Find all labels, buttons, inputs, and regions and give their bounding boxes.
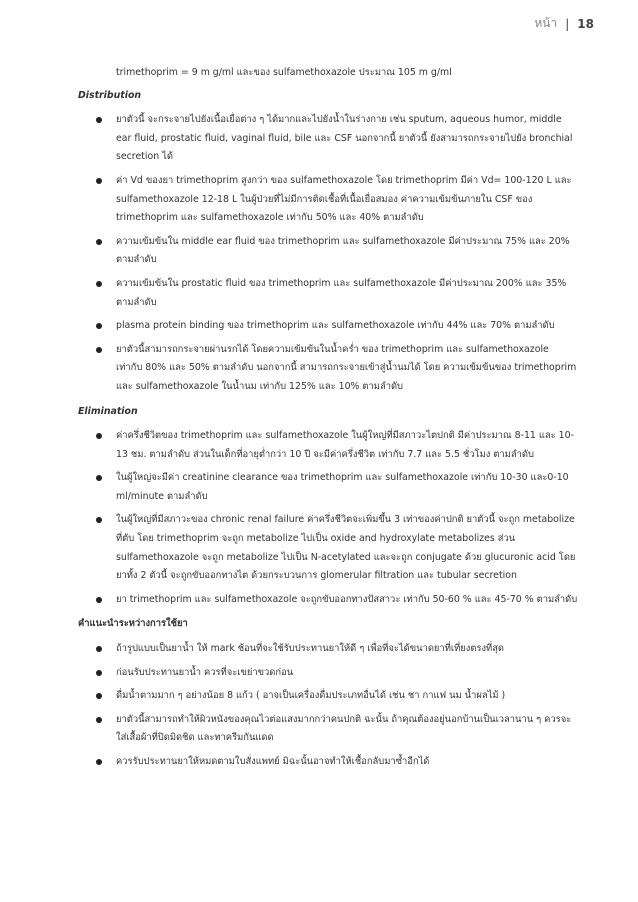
- list-item-text: ในผู้ใหญ่จะมีค่า creatinine clearance ของ trimethoprim และ sulfamethoxazole เท่ากับ 10-30 และ0-10 ml/minute ตามลำดับ: [116, 472, 569, 502]
- distribution-heading: Distribution: [78, 89, 142, 101]
- list-item: [78, 275, 578, 312]
- list-item: [78, 427, 578, 464]
- list-item-text: ในผู้ใหญ่ที่มีสภาวะของ chronic renal failure ค่าครึ่งชีวิตจะเพิ่มขึ้น 3 เท่าของค่าปกติ ยาตัวนี้ จะถูก metabolize ที่ตับ โดย trimethoprim จะถูก metabolize ไปเป็น oxide and hydroxylate metabolizes ส่วน sulfamethoxazole จะถูก metabolize ไปเป็น N-acetylated และจะถูก conjugate ด้วย glucuronic acid โดยยาทั้ง 2 ตัวนี้ จะถูกขับออกทางไต ด้วยกระบวนการ glomerular filtration และ tubular secretion: [116, 514, 576, 582]
- bullet-icon: [96, 670, 102, 676]
- list-item: [78, 172, 578, 228]
- page-label: หน้า: [534, 16, 558, 30]
- bullet-icon: [96, 693, 102, 699]
- list-item-text: ยาตัวนี้ จะกระจายไปยังเนื้อเยื่อต่าง ๆ ได้มากและไปยังน้ำในร่างกาย เช่น sputum, aqueous humor, middle ear fluid, prostatic fluid, vaginal fluid, bile และ CSF นอกจากนี้ ยาตัวนี้ ยังสามารถกระจายไปยัง bronchial secretion ได้: [116, 114, 573, 163]
- list-item-text: plasma protein binding ของ trimethoprim และ sulfamethoxazole เท่ากับ 44% และ 70% ตามลำดับ: [116, 320, 555, 332]
- list-item: [78, 640, 578, 659]
- list-item: [78, 753, 578, 772]
- list-item: [78, 511, 578, 585]
- list-item-text: ค่าครึ่งชีวิตของ trimethoprim และ sulfamethoxazole ในผู้ใหญ่ที่มีสภาวะไตปกติ มีค่าประมาณ 8-11 และ 10-13 ชม. ตามลำดับ ส่วนในเด็กที่อายุต่ำกว่า 10 ปี จะมีค่าครึ่งชีวิต เท่ากับ 7.7 และ 5.5 ชั่วโมง ตามลำดับ: [116, 430, 574, 460]
- bullet-icon: [96, 517, 102, 523]
- bullet-icon: [96, 323, 102, 329]
- list-item: [78, 317, 578, 336]
- list-item-text: ความเข้มข้นใน prostatic fluid ของ trimethoprim และ sulfamethoxazole มีค่าประมาณ 200% และ 35% ตามลำดับ: [116, 277, 567, 308]
- list-item-text: ก่อนรับประทานยาน้ำ ควรที่จะเขย่าขวดก่อน: [116, 666, 294, 678]
- page-number: 18: [577, 16, 594, 31]
- list-item-text: ยาตัวนี้สามารถทำให้ผิวหนังของคุณไวต่อแสงมากกว่าคนปกติ ฉะนั้น ถ้าคุณต้องอยู่นอกบ้านเป็นเวลานาน ๆ ควรจะใส่เสื้อผ้าที่ปิดมิดชิด และทาครีมกันแดด: [116, 713, 572, 744]
- list-item: [78, 233, 578, 270]
- bullet-icon: [96, 759, 102, 765]
- advice-heading: คำแนะนำระหว่างการใช้ยา: [78, 618, 188, 630]
- header-separator: |: [565, 16, 570, 31]
- list-item: [78, 469, 578, 506]
- list-item: [78, 687, 578, 706]
- advice-list: [78, 640, 578, 772]
- bullet-icon: [96, 433, 102, 439]
- list-item-text: ความเข้มข้นใน middle ear fluid ของ trimethoprim และ sulfamethoxazole มีค่าประมาณ 75% และ 20% ตามลำดับ: [116, 235, 570, 266]
- page-header: [534, 14, 594, 33]
- formula-line: trimethoprim = 9 m g/ml และของ sulfamethoxazole ประมาณ 105 m g/ml: [116, 67, 452, 78]
- list-item: [78, 341, 578, 397]
- elimination-list: [78, 427, 578, 609]
- bullet-icon: [96, 178, 102, 184]
- list-item-text: ถ้ารูปแบบเป็นยาน้ำ ให้ mark ช้อนที่จะใช้รับประทานยาให้ดี ๆ เพื่อที่จะได้ขนาดยาที่เที่ยงตรงที่สุด: [116, 643, 505, 655]
- list-item: [78, 591, 578, 610]
- list-item-text: ยา trimethoprim และ sulfamethoxazole จะถูกขับออกทางปัสสาวะ เท่ากับ 50-60 % และ 45-70 % ตามลำดับ: [116, 593, 578, 605]
- bullet-icon: [96, 646, 102, 652]
- list-item: [78, 664, 578, 683]
- bullet-icon: [96, 347, 102, 353]
- list-item: [78, 111, 578, 167]
- list-item-text: ควรรับประทานยาให้หมดตามใบสั่งแพทย์ มิฉะนั้นอาจทำให้เชื้อกลับมาซ้ำอีกได้: [116, 756, 430, 767]
- list-item-text: ยาตัวนี้สามารถกระจายผ่านรกได้ โดยความเข้มข้นในน้ำคร่ำ ของ trimethoprim และ sulfamethoxazole เท่ากับ 80% และ 50% ตามลำดับ นอกจากนี้ สามารถกระจายเข้าสู่น้ำนมได้ โดย ความเข้มข้นของ trimethoprim และ sulfamethoxazole ในน้ำนม เท่ากับ 125% และ 10% ตามลำดับ: [116, 343, 577, 392]
- list-item-text: ค่า Vd ของยา trimethoprim สูงกว่า ของ sulfamethoxazole โดย trimethoprim มีค่า Vd= 100-120 L และ sulfamethoxazole 12-18 L ในผู้ป่วยที่ไม่มีการติดเชื้อที่เนื้อเยื่อสมอง ค่าความเข้มข้นภายใน CSF ของ trimethoprim และ sulfamethoxazole เท่ากับ 50% และ 40% ตามลำดับ: [116, 174, 572, 224]
- bullet-icon: [96, 597, 102, 603]
- list-item-text: ดื่มน้ำตามมาก ๆ อย่างน้อย 8 แก้ว ( อาจเป็นเครื่องดื่มประเภทอื่นได้ เช่น ชา กาแฟ นม น้ำผลไม้ ): [116, 690, 506, 702]
- bullet-icon: [96, 475, 102, 481]
- distribution-list: [78, 111, 578, 396]
- document-body: [78, 64, 578, 778]
- bullet-icon: [96, 717, 102, 723]
- bullet-icon: [96, 117, 102, 123]
- elimination-heading: Elimination: [78, 405, 138, 417]
- list-item: [78, 711, 578, 748]
- bullet-icon: [96, 239, 102, 245]
- bullet-icon: [96, 281, 102, 287]
